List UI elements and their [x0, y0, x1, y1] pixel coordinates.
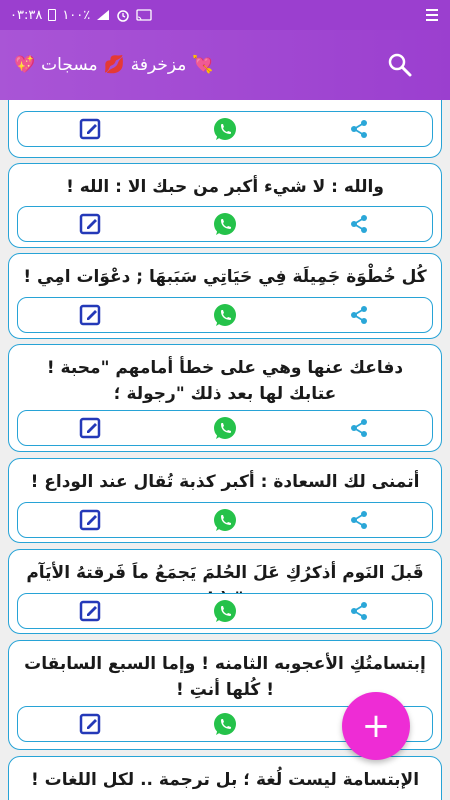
- message-text: الإبتسامة ليست لُغة ؛ بل ترجمة .. لكل اللغات !: [30, 770, 420, 790]
- share-button[interactable]: [346, 116, 372, 142]
- add-message-button[interactable]: [342, 692, 410, 760]
- message-card: [8, 756, 442, 800]
- status-battery: ١٠٠٪: [62, 7, 91, 23]
- share-button[interactable]: [346, 507, 372, 533]
- edit-button[interactable]: [78, 116, 104, 142]
- whatsapp-icon: [212, 711, 238, 737]
- edit-icon: [79, 508, 103, 532]
- whatsapp-icon: [212, 116, 238, 142]
- search-icon: [386, 51, 414, 79]
- share-icon: [348, 213, 370, 235]
- whatsapp-icon: [212, 598, 238, 624]
- message-card: [8, 100, 442, 158]
- edit-icon: [79, 303, 103, 327]
- cast-icon: [136, 9, 152, 21]
- whatsapp-share-button[interactable]: [212, 302, 238, 328]
- message-actions: [17, 206, 433, 242]
- menu-icon[interactable]: [424, 8, 440, 22]
- signal-icon: [96, 9, 110, 21]
- edit-icon: [79, 416, 103, 440]
- message-text: أتمنى لك السعادة : أكبر كذبة تُقال عند الوداع !: [30, 472, 420, 492]
- share-icon: [348, 304, 370, 326]
- edit-button[interactable]: [78, 302, 104, 328]
- edit-button[interactable]: [78, 211, 104, 237]
- edit-button[interactable]: [78, 598, 104, 624]
- edit-button[interactable]: [78, 507, 104, 533]
- message-card: [8, 458, 442, 543]
- message-actions: [17, 297, 433, 333]
- app-title: [14, 55, 214, 75]
- edit-button[interactable]: [78, 711, 104, 737]
- whatsapp-icon: [212, 302, 238, 328]
- plus-icon: +: [361, 706, 391, 746]
- share-button[interactable]: [346, 302, 372, 328]
- whatsapp-share-button[interactable]: [212, 711, 238, 737]
- message-actions: [17, 410, 433, 446]
- alarm-icon: [116, 8, 130, 22]
- status-bar: [0, 0, 450, 30]
- status-right: [424, 8, 440, 22]
- whatsapp-share-button[interactable]: [212, 598, 238, 624]
- share-button[interactable]: [346, 415, 372, 441]
- title-word-b: مزخرفة: [130, 55, 187, 75]
- message-text: دفاعك عنها وهي على خطأ أمامهم "محبة ! عتابك لها بعد ذلك "رجولة ؛: [46, 358, 404, 404]
- message-text: قَبلَ النَوم أذكرُكِ عَلَ الحُلمَ يَجمَعُ ماَ فَرقتهُ الأيَآم: [26, 563, 424, 583]
- message-text: إبتسامتُكِ الأعجوبه الثامنه ! وإما السبع السابقات ! كُلها أنتِ !: [24, 654, 426, 700]
- message-card: [8, 344, 442, 452]
- message-text: والله : لا شيء أكبر من حبك الا : الله !: [66, 177, 384, 197]
- whatsapp-share-button[interactable]: [212, 211, 238, 237]
- share-icon: [348, 417, 370, 439]
- share-icon: [348, 118, 370, 140]
- message-actions: [17, 111, 433, 147]
- search-button[interactable]: [386, 51, 414, 79]
- share-icon: [348, 600, 370, 622]
- app-bar: [0, 30, 450, 100]
- edit-button[interactable]: [78, 415, 104, 441]
- whatsapp-share-button[interactable]: [212, 415, 238, 441]
- heart-emoji-left: 💘: [192, 55, 214, 75]
- share-button[interactable]: [346, 598, 372, 624]
- edit-icon: [79, 117, 103, 141]
- message-card: [8, 549, 442, 634]
- share-icon: [348, 509, 370, 531]
- message-text: كُل خُطْوَة جَمِيلَة فِي حَيَاتِي سَبَبهَا ; دعْوَات امِي !: [23, 267, 427, 287]
- battery-icon: [48, 9, 56, 21]
- edit-icon: [79, 712, 103, 736]
- edit-icon: [79, 599, 103, 623]
- whatsapp-icon: [212, 415, 238, 441]
- whatsapp-share-button[interactable]: [212, 116, 238, 142]
- heart-emoji-right: 💖: [14, 55, 36, 75]
- message-actions: [17, 593, 433, 629]
- lips-emoji: 💋: [103, 55, 125, 75]
- status-time: ٠٣:٣٨: [10, 7, 43, 23]
- status-left: [10, 8, 152, 23]
- share-button[interactable]: [346, 211, 372, 237]
- edit-icon: [79, 212, 103, 236]
- message-card: [8, 163, 442, 248]
- title-word-a: مسجات: [41, 55, 98, 75]
- message-card: [8, 253, 442, 339]
- message-actions: [17, 502, 433, 538]
- whatsapp-share-button[interactable]: [212, 507, 238, 533]
- whatsapp-icon: [212, 211, 238, 237]
- whatsapp-icon: [212, 507, 238, 533]
